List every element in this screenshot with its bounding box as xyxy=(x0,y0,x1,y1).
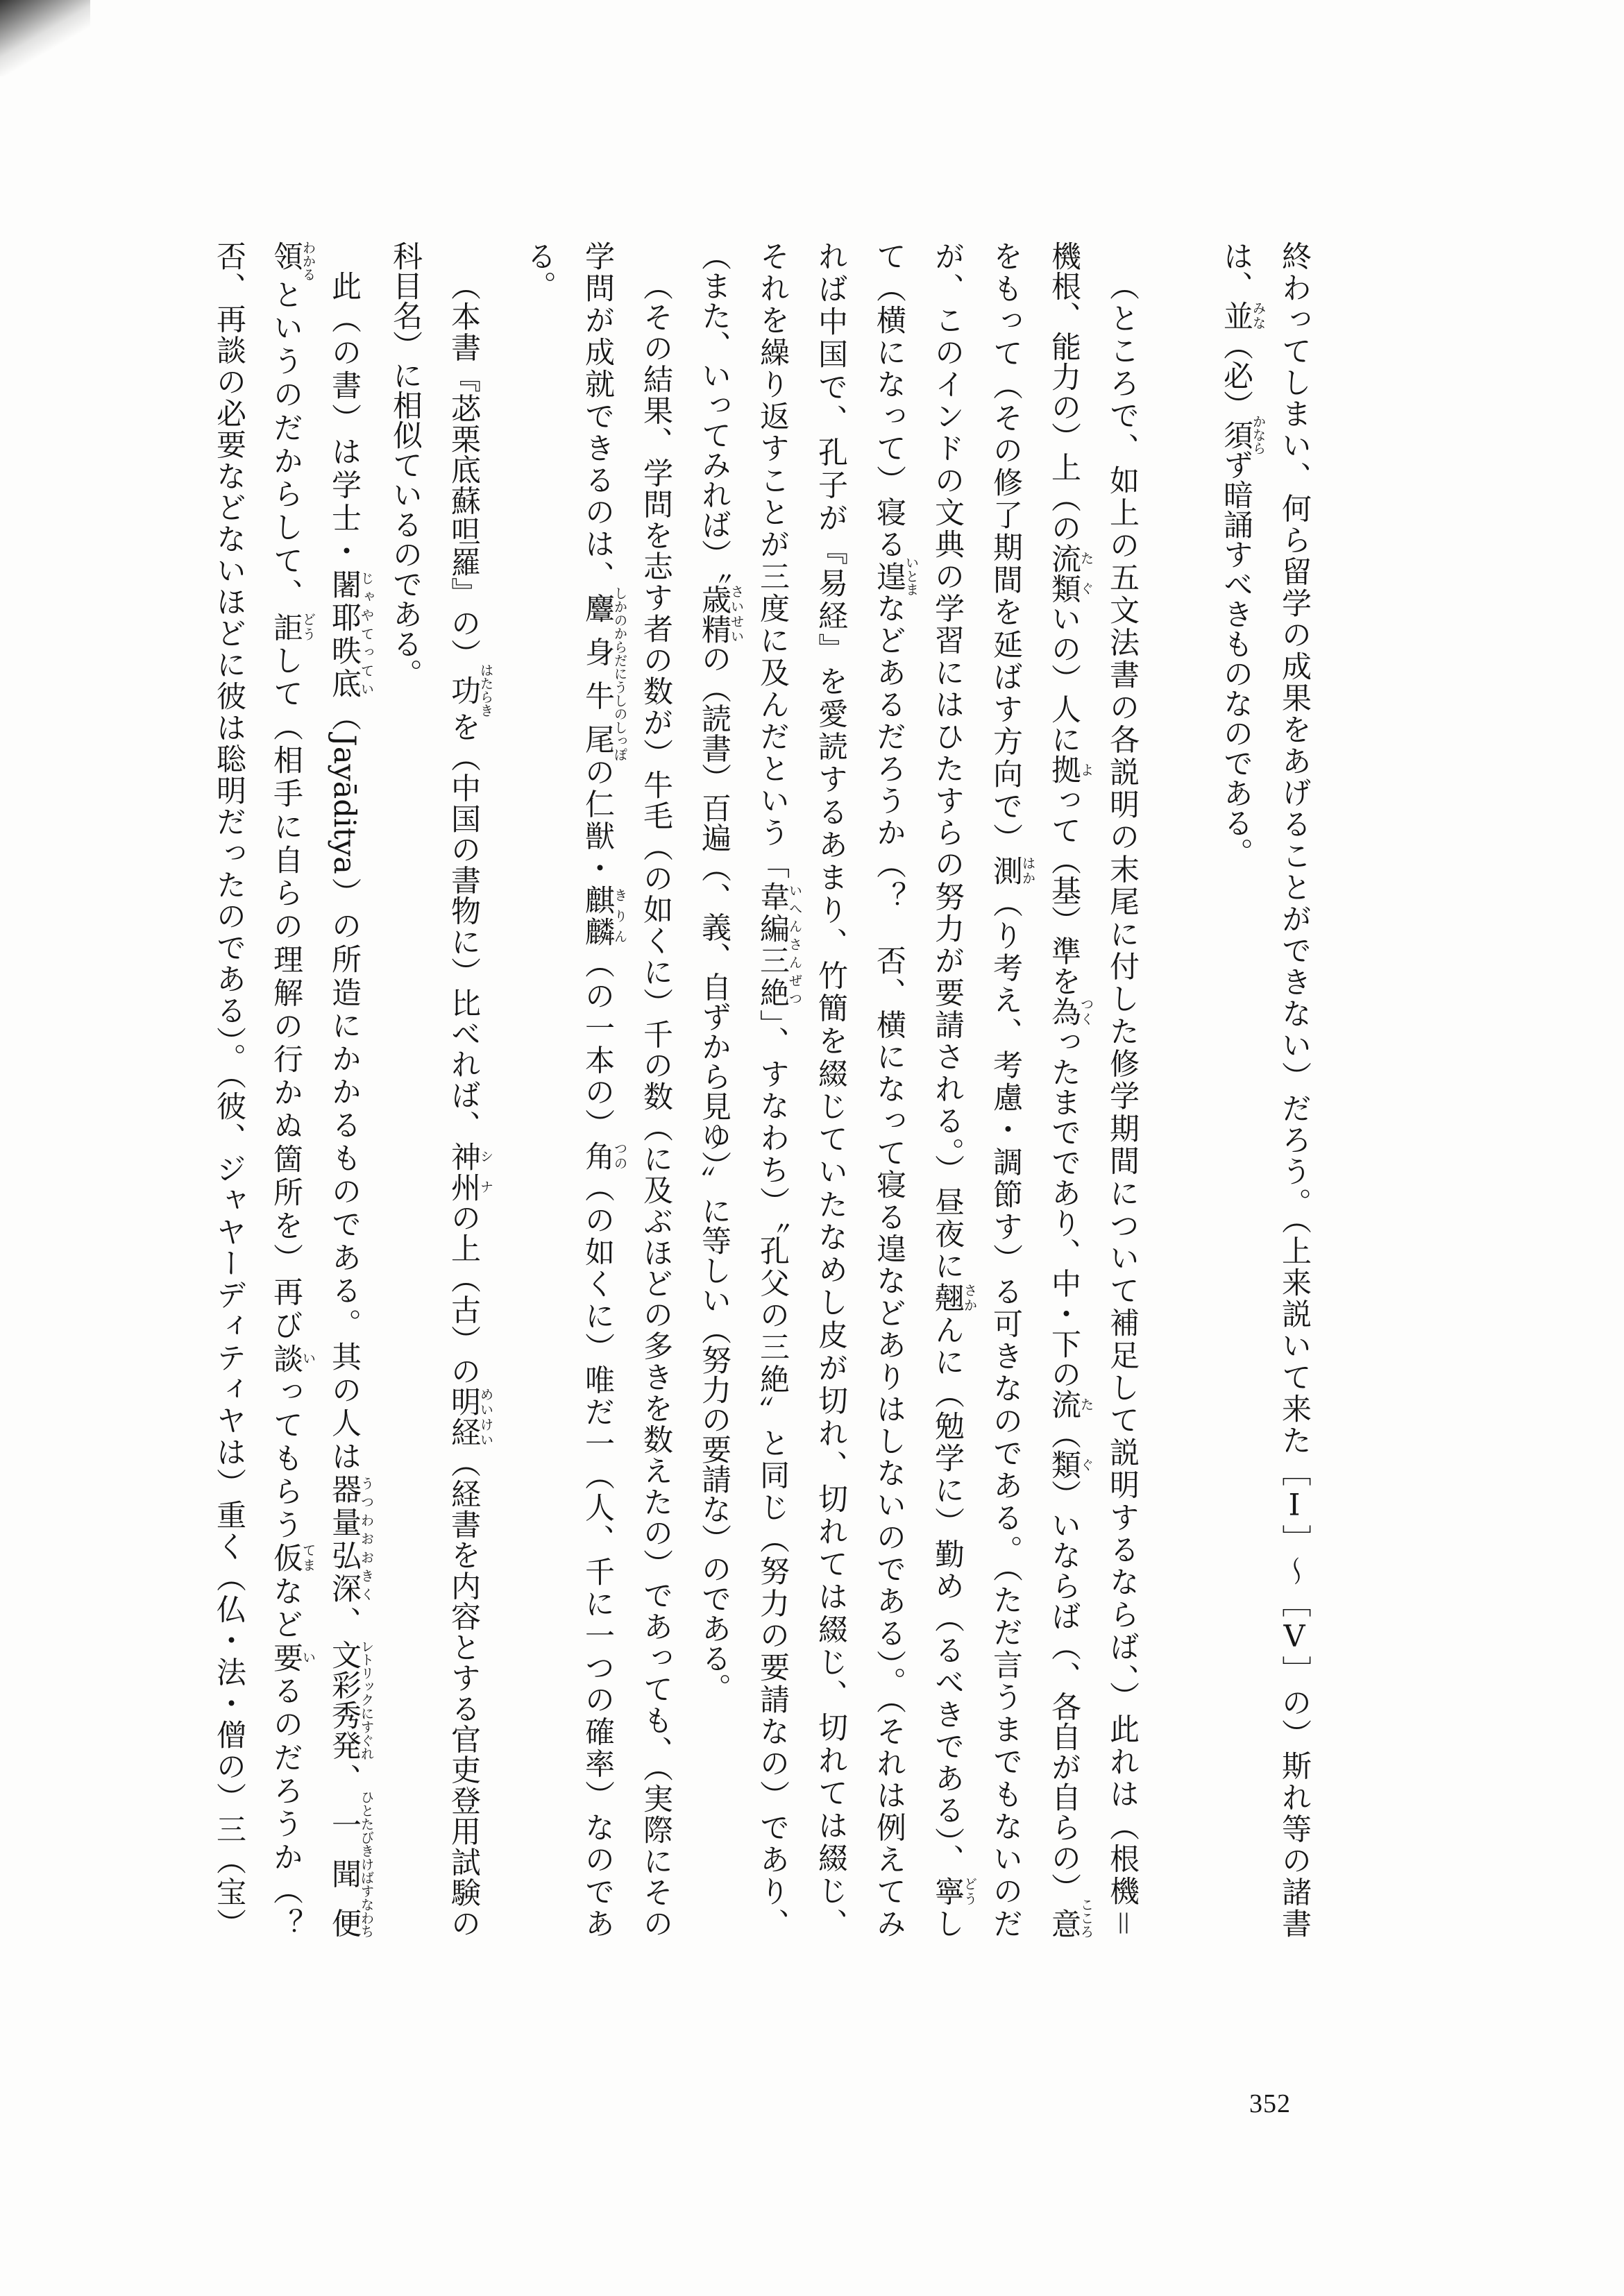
ruby-base: 文彩秀発 xyxy=(327,1639,362,1760)
ruby-word xyxy=(1219,300,1267,330)
text-run: んに（勉学に）勤め（るべきである）、 xyxy=(930,1314,965,1876)
text-run: ってもらう xyxy=(269,1376,303,1543)
ruby-word xyxy=(697,584,745,644)
text-run: （り考え、考慮・調節す）る可きなのである。（ただ言うまでもないのだ xyxy=(988,887,1023,1938)
text-column-2 xyxy=(1206,241,1266,1938)
text-column-13 xyxy=(509,241,569,1938)
ruby-word xyxy=(988,855,1036,888)
furigana: さか xyxy=(961,1282,978,1313)
text-run: （その結果、学問を志す者の数が）牛毛（の如くに）千の数（に及ぶほどの多きを数えたの）であっても、（実際にその xyxy=(638,271,673,1938)
ruby-word xyxy=(269,1542,316,1576)
ruby-word xyxy=(1047,1449,1094,1480)
ruby-base: 歳精 xyxy=(697,584,731,644)
ruby-word xyxy=(580,885,628,949)
ruby-word xyxy=(1047,996,1094,1027)
text-run: それを繰り返すことが三度に及んだという「 xyxy=(755,241,790,882)
furigana: よ xyxy=(1078,754,1094,785)
text-run: （ところで、如上の五文法書の各説明の末尾に付した修学期間について補足して説明するならば、）此れは（根機＝ xyxy=(1105,271,1140,1938)
text-run: 否、再談の必要などないほどに彼は聡明だったのである）。（彼、ジャヤーディティヤは）重く（仏・法・僧の）三（宝） xyxy=(212,241,246,1938)
text-run: 機根、能力の）上（の xyxy=(1047,241,1081,543)
ruby-word xyxy=(1219,414,1267,455)
text-run: （本書『苾栗底蘇呾羅』の） xyxy=(446,271,481,670)
ruby-base: 為 xyxy=(1047,996,1081,1027)
ruby-word xyxy=(580,1140,628,1173)
text-run: 終わってしまい、何ら留学の成果をあげることができない）だろう。（上来説いて来た［Ⅰ］～［Ⅴ］の）斯れ等の諸書 xyxy=(1277,241,1312,1939)
text-run: て（横になって）寝る xyxy=(872,241,906,561)
furigana: たぐ xyxy=(1078,543,1094,604)
text-run: （必） xyxy=(1219,330,1253,420)
ruby-word xyxy=(327,1790,375,1939)
ruby-base: 一聞便 xyxy=(327,1790,362,1939)
ruby-base: 神州 xyxy=(446,1141,481,1202)
text-run: 、 xyxy=(327,1606,362,1640)
furigana: い xyxy=(300,1343,316,1373)
furigana: こころ xyxy=(1078,1898,1094,1939)
text-run: （Jayāditya）の所造にかかるものである。其の人は xyxy=(327,701,362,1474)
ruby-base: 要 xyxy=(269,1642,303,1676)
text-column-14 xyxy=(434,241,493,1938)
ruby-word xyxy=(446,1386,494,1448)
text-run: （ xyxy=(1047,1419,1081,1450)
ruby-base: 流 xyxy=(1047,1389,1081,1420)
ruby-word xyxy=(930,1876,978,1909)
furigana: いとま xyxy=(903,555,920,597)
page-number: 352 xyxy=(1249,2089,1291,2118)
ruby-word xyxy=(446,663,494,717)
text-run: し xyxy=(930,1908,965,1939)
ruby-word xyxy=(580,586,628,761)
text-run: って（基）準を xyxy=(1047,785,1081,996)
ruby-base: 拠 xyxy=(1047,754,1081,785)
text-column-7 xyxy=(859,241,919,1938)
ruby-word xyxy=(269,1642,316,1676)
furigana: た xyxy=(1078,1389,1094,1420)
text-run: を（中国の書物に）比べれば、 xyxy=(446,711,481,1141)
ruby-base: 仮 xyxy=(269,1542,303,1576)
text-run: 科目名）に相似ているのである。 xyxy=(388,241,423,688)
text-run: る。 xyxy=(522,241,557,300)
ruby-base: 寧 xyxy=(930,1876,965,1909)
text-column-8 xyxy=(801,241,861,1938)
text-column-4 xyxy=(1034,241,1094,1938)
furigana: はか xyxy=(1020,855,1036,885)
ruby-word xyxy=(1047,1898,1094,1939)
text-column-5 xyxy=(976,241,1035,1938)
furigana: てま xyxy=(300,1542,316,1573)
ruby-word xyxy=(269,611,316,645)
text-column-9 xyxy=(743,241,802,1938)
ruby-word xyxy=(327,1474,375,1607)
ruby-base: 韋編三絶 xyxy=(755,881,790,1010)
text-column-1 xyxy=(1264,241,1324,1938)
text-run: （の如くに）唯だ一（人、千に一つの確率）なのであ xyxy=(580,1172,615,1939)
ruby-word xyxy=(269,241,316,282)
text-column-17 xyxy=(256,241,316,1938)
ruby-base: 角 xyxy=(580,1140,615,1173)
text-column-15 xyxy=(375,241,435,1938)
furigana: じゃやてってい xyxy=(358,568,375,699)
ruby-base: 翹 xyxy=(930,1282,965,1315)
text-column-12 xyxy=(568,241,627,1938)
furigana: しかのからだにうしのしっぽ xyxy=(611,586,628,761)
text-column-3 xyxy=(1092,241,1152,1938)
text-run: というのだからして、 xyxy=(269,275,303,612)
furigana: つく xyxy=(1078,996,1094,1026)
furigana: シナ xyxy=(477,1141,494,1202)
text-run: ず暗誦すべきものなのである。 xyxy=(1219,450,1253,867)
text-run: （の一本の） xyxy=(580,949,615,1141)
text-run: などあるだろうか（？ 否、横になって寝る遑などありはしないのである）。（それは例えてみ xyxy=(872,590,906,1939)
text-column-10 xyxy=(684,241,744,1938)
ruby-base: 麒麟 xyxy=(580,885,615,949)
furigana: さいせい xyxy=(728,584,745,644)
text-run: をもって（その修了期間を延ばす方向で） xyxy=(988,241,1023,856)
text-run: 」、すなわち）〝孔父の三絶〟と同じ（努力の要請なの）であり、 xyxy=(755,1009,790,1939)
text-run: の仁獣・ xyxy=(580,754,615,885)
text-run: など xyxy=(269,1575,303,1642)
furigana: いへんさんぜつ xyxy=(786,881,803,1007)
furigana: い xyxy=(300,1642,316,1672)
ruby-base: 功 xyxy=(446,663,481,717)
furigana: かなら xyxy=(1250,414,1267,455)
text-run: は、 xyxy=(1219,241,1253,300)
furigana: みな xyxy=(1250,300,1267,330)
text-run: （経書を内容とする官吏登用試験の xyxy=(446,1447,481,1938)
furigana: ひとたびきけばすなわち xyxy=(358,1790,375,1939)
ruby-base: 意 xyxy=(1047,1898,1081,1939)
text-run: 此（の書）は学士・ xyxy=(327,271,362,569)
ruby-word xyxy=(269,1343,316,1377)
text-run: が、このインドの文典の学習にはひたすらの努力が要請される。）昼夜に xyxy=(930,241,965,1283)
furigana: めいけい xyxy=(477,1386,494,1447)
text-column-16 xyxy=(314,241,374,1938)
ruby-word xyxy=(1047,543,1094,604)
furigana: レトリックにすぐれ xyxy=(358,1639,375,1760)
ruby-base: 流類 xyxy=(1047,543,1081,604)
ruby-base: 詎 xyxy=(269,611,303,645)
furigana: ぐ xyxy=(1078,1449,1094,1480)
text-run: ）いならば（、各自が自らの） xyxy=(1047,1479,1081,1903)
text-column-18 xyxy=(199,241,259,1938)
ruby-word xyxy=(755,881,803,1010)
text-run: 学問が成就できるのは、 xyxy=(580,241,615,593)
furigana: うつわおおきく xyxy=(358,1474,375,1604)
ruby-base: 明経 xyxy=(446,1386,481,1448)
furigana: わかる xyxy=(300,241,316,282)
ruby-base: 闍耶昳底 xyxy=(327,568,362,701)
text-run: 、 xyxy=(327,1760,362,1797)
ruby-base: 麞身牛尾 xyxy=(580,586,615,761)
furigana: きりん xyxy=(611,885,628,947)
text-run: の（読書）百遍（、義、自ずから見ゆ）〟に等しい（努力の要請な）のである。 xyxy=(697,643,731,1703)
ruby-base: 領 xyxy=(269,241,303,282)
text-run: いの）人に xyxy=(1047,603,1081,755)
ruby-word xyxy=(1047,1389,1094,1420)
ruby-word xyxy=(930,1282,978,1315)
ruby-base: 談 xyxy=(269,1343,303,1377)
text-run: ったまでであり、中・下の xyxy=(1047,1026,1081,1390)
ruby-base: 類 xyxy=(1047,1449,1081,1480)
furigana: どう xyxy=(961,1876,978,1906)
text-run: して（相手に自らの理解の行かぬ箇所を）再び xyxy=(269,645,303,1343)
ruby-base: 須 xyxy=(1219,414,1253,455)
text-column-6 xyxy=(917,241,977,1938)
text-run: （また、いってみれば）〝 xyxy=(697,241,731,584)
ruby-base: 遑 xyxy=(872,555,906,597)
ruby-base: 器量弘深 xyxy=(327,1474,362,1607)
text-run: れば中国で、孔子が『易経』を愛読するあまり、竹簡を綴じていたなめし皮が切れ、切れては綴じ、切れては綴じ、 xyxy=(813,241,848,1939)
furigana: どう xyxy=(300,611,316,642)
furigana: つの xyxy=(611,1140,628,1171)
ruby-word xyxy=(327,568,375,701)
ruby-base: 並 xyxy=(1219,300,1253,330)
furigana: はたらき xyxy=(477,663,494,717)
text-column-11 xyxy=(626,241,686,1938)
text-run: の上（古）の xyxy=(446,1202,481,1387)
ruby-base: 測 xyxy=(988,855,1023,888)
ruby-word xyxy=(1047,754,1094,785)
ruby-word xyxy=(446,1141,494,1202)
ruby-word xyxy=(872,555,920,597)
text-run: るのだろうか（？ xyxy=(269,1675,303,1939)
ruby-word xyxy=(327,1639,375,1760)
